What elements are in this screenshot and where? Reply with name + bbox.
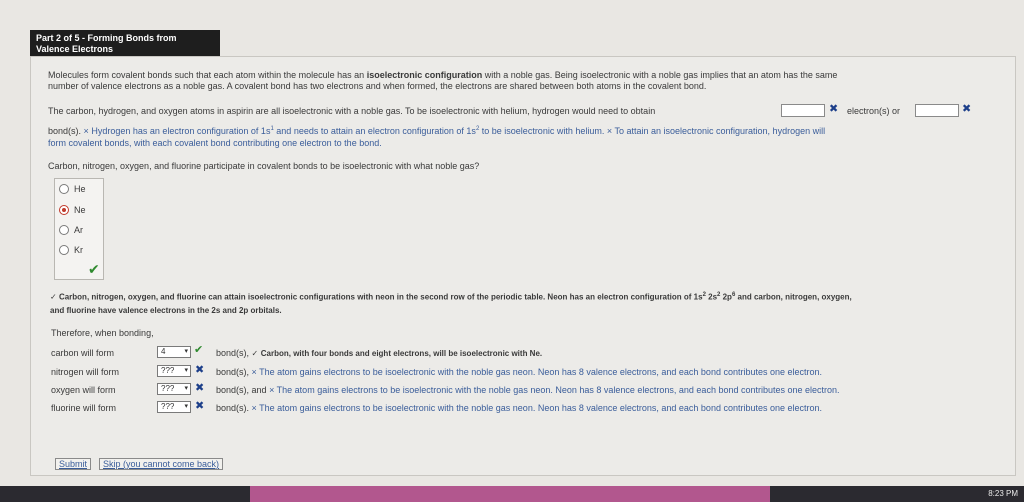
option-kr[interactable]: Kr — [59, 245, 83, 255]
bonding-intro: Therefore, when bonding, — [51, 328, 154, 338]
incorrect-x-icon: ✖ — [962, 103, 972, 115]
submit-button[interactable]: Submit — [55, 458, 91, 470]
radio-he[interactable] — [59, 184, 69, 194]
oxygen-suffix: bond(s), and × The atom gains electrons to be isoelectronic with the noble gas neon. Neon has 8 valence electrons, and each bond contributes one electron. — [216, 385, 840, 395]
nitrogen-suffix: bond(s), × The atom gains electrons to be isoelectronic with the noble gas neon. Neon has 8 valence electrons, and each bond contributes one electron. — [216, 367, 823, 377]
x-icon: × — [251, 367, 257, 377]
x-icon: × — [606, 126, 613, 136]
oxygen-label: oxygen will form — [51, 385, 116, 395]
fluorine-label: fluorine will form — [51, 403, 117, 413]
chevron-down-icon: ▾ — [184, 367, 188, 374]
correct-check-icon: ✔ — [88, 261, 100, 277]
aspirin-feedback-line2: form covalent bonds, with each covalent bond contributing one electron to the bond. — [48, 138, 382, 148]
carbon-label: carbon will form — [51, 348, 115, 358]
incorrect-x-icon: ✖ — [195, 400, 205, 412]
skip-button[interactable]: Skip (you cannot come back) — [99, 458, 223, 470]
radio-ar[interactable] — [59, 225, 69, 235]
x-icon: × — [83, 126, 89, 136]
isoelectronic-term: isoelectronic configuration — [366, 70, 483, 80]
aspirin-question: The carbon, hydrogen, and oxygen atoms in aspirin are all isoelectronic with a noble gas. To be isoelectronic with helium, hydrogen would need to obtain — [48, 106, 656, 116]
option-ar[interactable]: Ar — [59, 225, 83, 235]
carbon-suffix: bond(s), ✓ Carbon, with four bonds and eight electrons, will be isoelectronic with Ne. — [216, 348, 543, 358]
carbon-bonds-select[interactable]: 4 ▾ — [157, 346, 191, 358]
correct-check-icon: ✔ — [194, 344, 204, 356]
correct-feedback-line1: ✓ Carbon, nitrogen, oxygen, and fluorine can attain isoelectronic configurations with neon in the second row of the periodic table. Neon has an electron configuration of $1s^2$ $2s^2$ $2p^6$ and carbon, nitrogen, oxygen, — [50, 292, 852, 302]
x-icon: × — [269, 385, 275, 395]
incorrect-x-icon: ✖ — [195, 382, 205, 394]
bonds-input[interactable] — [915, 104, 959, 117]
clock: 8:23 PM — [988, 489, 1018, 498]
part-header-line1: Part 2 of 5 - Forming Bonds from — [36, 33, 177, 43]
chevron-down-icon: ▾ — [184, 385, 188, 392]
x-icon: × — [251, 403, 257, 413]
electrons-label: electron(s) or — [847, 106, 901, 116]
radio-ne[interactable] — [59, 205, 69, 215]
nitrogen-bonds-select[interactable]: ??? ▾ — [157, 365, 191, 377]
chevron-down-icon: ▾ — [184, 403, 188, 410]
noble-gas-question: Carbon, nitrogen, oxygen, and fluorine participate in covalent bonds to be isoelectronic with what noble gas? — [48, 161, 480, 171]
nitrogen-label: nitrogen will form — [51, 367, 120, 377]
chevron-down-icon: ▾ — [184, 348, 188, 355]
correct-feedback-line2: and fluorine have valence electrons in the 2s and 2p orbitals. — [50, 306, 282, 315]
fluorine-bonds-select[interactable]: ??? ▾ — [157, 401, 191, 413]
oxygen-bonds-select[interactable]: ??? ▾ — [157, 383, 191, 395]
check-icon: ✓ — [50, 292, 59, 302]
part-header — [30, 30, 220, 56]
aspirin-feedback-line1: bond(s). × Hydrogen has an electron configuration of $1s^1$ and needs to attain an electron configuration of $1s^2$ to be isoelectronic with helium. × To attain an isoelectronic configuration, hydrogen will — [48, 126, 826, 136]
part-header-line2: Valence Electrons — [36, 44, 114, 54]
intro-line1: Molecules form covalent bonds such that each atom within the molecule has an isoelectronic configuration with a noble gas. Being isoelectronic with a noble gas implies that an atom has the same — [48, 70, 838, 80]
incorrect-x-icon: ✖ — [829, 103, 839, 115]
option-ne[interactable]: Ne — [59, 205, 86, 215]
taskbar-active-app[interactable] — [250, 486, 770, 502]
electrons-input[interactable] — [781, 104, 825, 117]
intro-line2: number of valence electrons as a noble gas. A covalent bond has two electrons and when formed, the electrons are shared between both atoms in the covalent bond. — [48, 81, 707, 91]
radio-kr[interactable] — [59, 245, 69, 255]
noble-gas-options — [54, 178, 104, 280]
option-he[interactable]: He — [59, 184, 86, 194]
check-icon: ✓ — [251, 349, 259, 358]
taskbar — [0, 486, 1024, 502]
fluorine-suffix: bond(s). × The atom gains electrons to be isoelectronic with the noble gas neon. Neon has 8 valence electrons, and each bond contributes one electron. — [216, 403, 823, 413]
incorrect-x-icon: ✖ — [195, 364, 205, 376]
